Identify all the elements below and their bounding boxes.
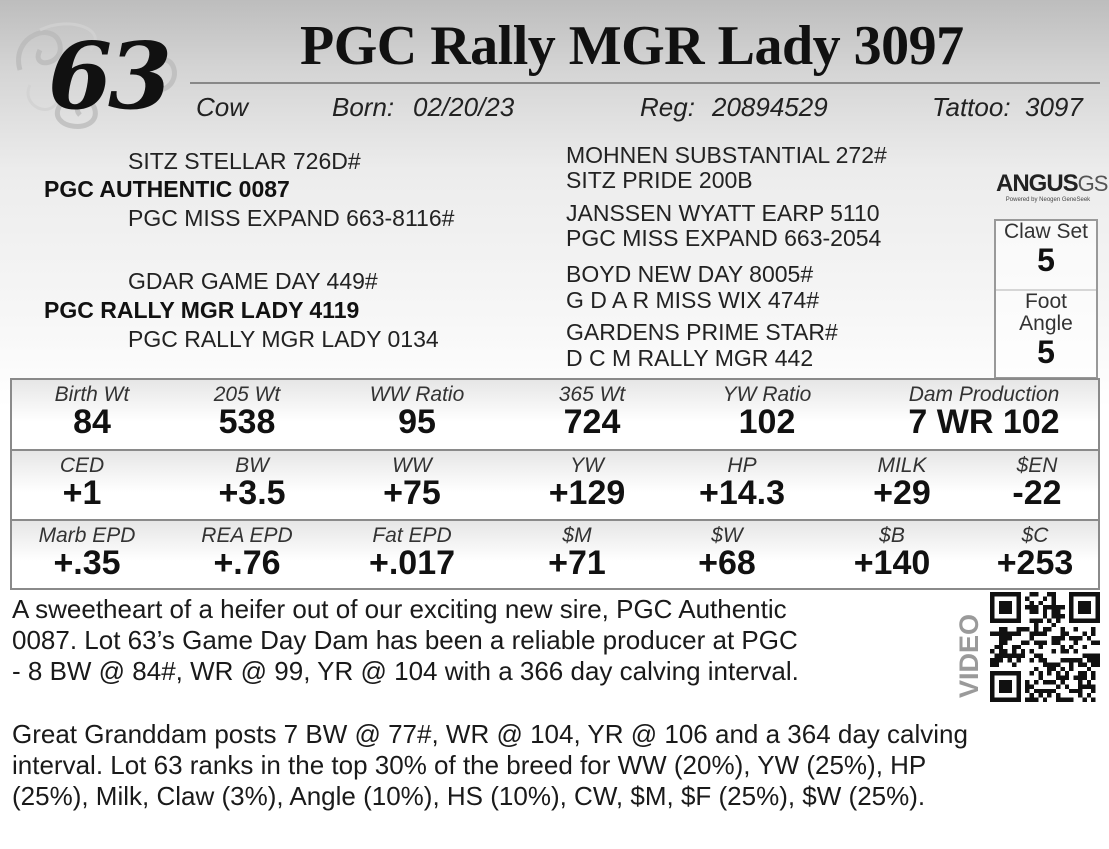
animal-name: PGC Rally MGR Lady 3097: [300, 15, 964, 77]
remarks-line: - 8 BW @ 84#, WR @ 99, YR @ 104 with a 366 day calving interval.: [12, 656, 799, 686]
cell-value: 102: [738, 403, 796, 441]
epd-cell: [667, 455, 817, 512]
cell-label: YW: [570, 454, 604, 477]
pedigree-third-gen-8: D C M RALLY MGR 442: [566, 345, 814, 371]
cell-label: $C: [1021, 524, 1049, 547]
cell-label: $W: [711, 524, 743, 547]
cell-label: HP: [727, 454, 757, 477]
cell-label: Marb EPD: [38, 524, 136, 547]
performance-row: [10, 378, 1100, 452]
foot-angle-value: 5: [1037, 334, 1055, 371]
carcass-cell: [347, 525, 477, 582]
performance-cell: [177, 384, 317, 441]
pedigree-third-gen-3: JANSSEN WYATT EARP 5110: [566, 200, 880, 226]
cell-value: +1: [62, 474, 102, 512]
remarks-line: interval. Lot 63 ranks in the top 30% of the breed for WW (20%), YW (25%), HP: [12, 750, 927, 780]
tattoo-label: Tattoo:: [932, 92, 1011, 122]
cell-label: $M: [562, 524, 592, 547]
logo-suffix: GS: [1077, 171, 1108, 196]
pedigree-dam: PGC RALLY MGR LADY 4119: [44, 297, 360, 323]
performance-cell: [697, 384, 837, 441]
angus-gs-logo: [996, 170, 1108, 212]
cell-label: WW Ratio: [369, 383, 465, 406]
epd-cell: [982, 455, 1092, 512]
epd-cell: [17, 455, 147, 512]
cell-value: 7 WR 102: [908, 403, 1060, 441]
cell-label: 365 Wt: [558, 383, 626, 406]
born-label: Born:: [332, 92, 395, 122]
reg-number: 20894529: [712, 92, 828, 122]
cell-value: +.76: [213, 544, 281, 582]
cell-value: +.017: [368, 544, 456, 582]
epd-cell: [837, 455, 967, 512]
foot-angle-label-2: Angle: [1019, 312, 1073, 336]
cell-label: YW Ratio: [722, 383, 812, 406]
logo-brand: ANGUS: [996, 170, 1078, 197]
performance-cell: [874, 384, 1094, 441]
performance-cell: [22, 384, 162, 441]
remarks-line: (25%), Milk, Claw (3%), Angle (10%), HS (10%), CW, $M, $F (25%), $W (25%).: [12, 781, 926, 811]
cell-label: $EN: [1016, 454, 1058, 477]
cell-value: +140: [853, 544, 931, 582]
pedigree-dam-dam: PGC RALLY MGR LADY 0134: [128, 326, 439, 352]
cell-value: 84: [73, 403, 111, 441]
claw-set-box: [994, 219, 1098, 291]
performance-cell: [347, 384, 487, 441]
cell-value: -22: [1012, 474, 1062, 512]
video-label-text: VIDEO: [954, 613, 984, 698]
reg-label: Reg:: [640, 92, 695, 122]
epd-cell: [347, 455, 477, 512]
pedigree-sire-dam: PGC MISS EXPAND 663-8116#: [128, 205, 455, 231]
cell-label: $B: [879, 524, 905, 547]
carcass-cell: [522, 525, 632, 582]
cell-value: +3.5: [218, 474, 286, 512]
pedigree-dam-sire: GDAR GAME DAY 449#: [128, 268, 378, 294]
cell-value: +75: [383, 474, 441, 512]
cell-label: REA EPD: [201, 524, 293, 547]
performance-cell: [522, 384, 662, 441]
carcass-cell: [974, 525, 1096, 582]
cell-value: +29: [873, 474, 931, 512]
remarks-line: A sweetheart of a heifer out of our exciting new sire, PGC Authentic: [12, 594, 787, 624]
tattoo-number: 3097: [1025, 92, 1083, 122]
born-date: 02/20/23: [413, 92, 515, 122]
sex: Cow: [196, 92, 249, 122]
carcass-cell: [17, 525, 157, 582]
remarks-line: 0087. Lot 63’s Game Day Dam has been a reliable producer at PGC: [12, 625, 798, 655]
cell-value: +253: [996, 544, 1074, 582]
pedigree-third-gen-1: MOHNEN SUBSTANTIAL 272#: [566, 142, 887, 168]
cell-label: 205 Wt: [213, 383, 281, 406]
cell-label: Dam Production: [908, 383, 1060, 406]
cell-value: 724: [563, 403, 621, 441]
foot-angle-box: [994, 289, 1098, 379]
cell-label: WW: [392, 454, 432, 477]
cell-value: +68: [698, 544, 756, 582]
claw-set-label: Claw Set: [1003, 220, 1089, 243]
cell-value: 95: [398, 403, 436, 441]
cell-value: +71: [548, 544, 606, 582]
remarks-block-continued: [12, 719, 1102, 812]
cell-label: MILK: [877, 454, 927, 477]
cell-value: +.35: [53, 544, 121, 582]
cell-value: 538: [218, 403, 276, 441]
pedigree-third-gen-2: SITZ PRIDE 200B: [566, 167, 753, 193]
carcass-row: [10, 519, 1100, 590]
pedigree-third-gen-6: G D A R MISS WIX 474#: [566, 287, 820, 313]
carcass-cell: [182, 525, 312, 582]
cell-label: BW: [235, 454, 269, 477]
pedigree-third-gen-5: BOYD NEW DAY 8005#: [566, 261, 814, 287]
pedigree-third-gen-4: PGC MISS EXPAND 663-2054: [566, 225, 882, 251]
pedigree-third-gen-7: GARDENS PRIME STAR#: [566, 319, 838, 345]
epd-row: [10, 449, 1100, 522]
cell-value: +14.3: [698, 474, 786, 512]
claw-set-value: 5: [1037, 242, 1055, 279]
logo-tagline: Powered by Neogen GeneSeek: [1005, 197, 1091, 203]
video-label[interactable]: [952, 594, 986, 702]
cell-label: Fat EPD: [372, 524, 452, 547]
foot-angle-label-1: Foot: [1024, 290, 1068, 313]
pedigree-sire: PGC AUTHENTIC 0087: [44, 176, 290, 202]
remarks-line: Great Granddam posts 7 BW @ 77#, WR @ 104, YR @ 106 and a 364 day calving: [12, 719, 968, 749]
cell-label: CED: [59, 454, 105, 477]
pedigree-sire-sire: SITZ STELLAR 726D#: [128, 148, 361, 174]
remarks-block: [12, 594, 952, 687]
epd-cell: [187, 455, 317, 512]
cell-value: +129: [548, 474, 626, 512]
qr-code-icon[interactable]: [990, 592, 1100, 702]
cell-label: Birth Wt: [54, 383, 130, 406]
carcass-cell: [832, 525, 952, 582]
epd-cell: [517, 455, 657, 512]
title-divider: [190, 82, 1100, 84]
lot-number: 63: [48, 22, 169, 130]
carcass-cell: [672, 525, 782, 582]
